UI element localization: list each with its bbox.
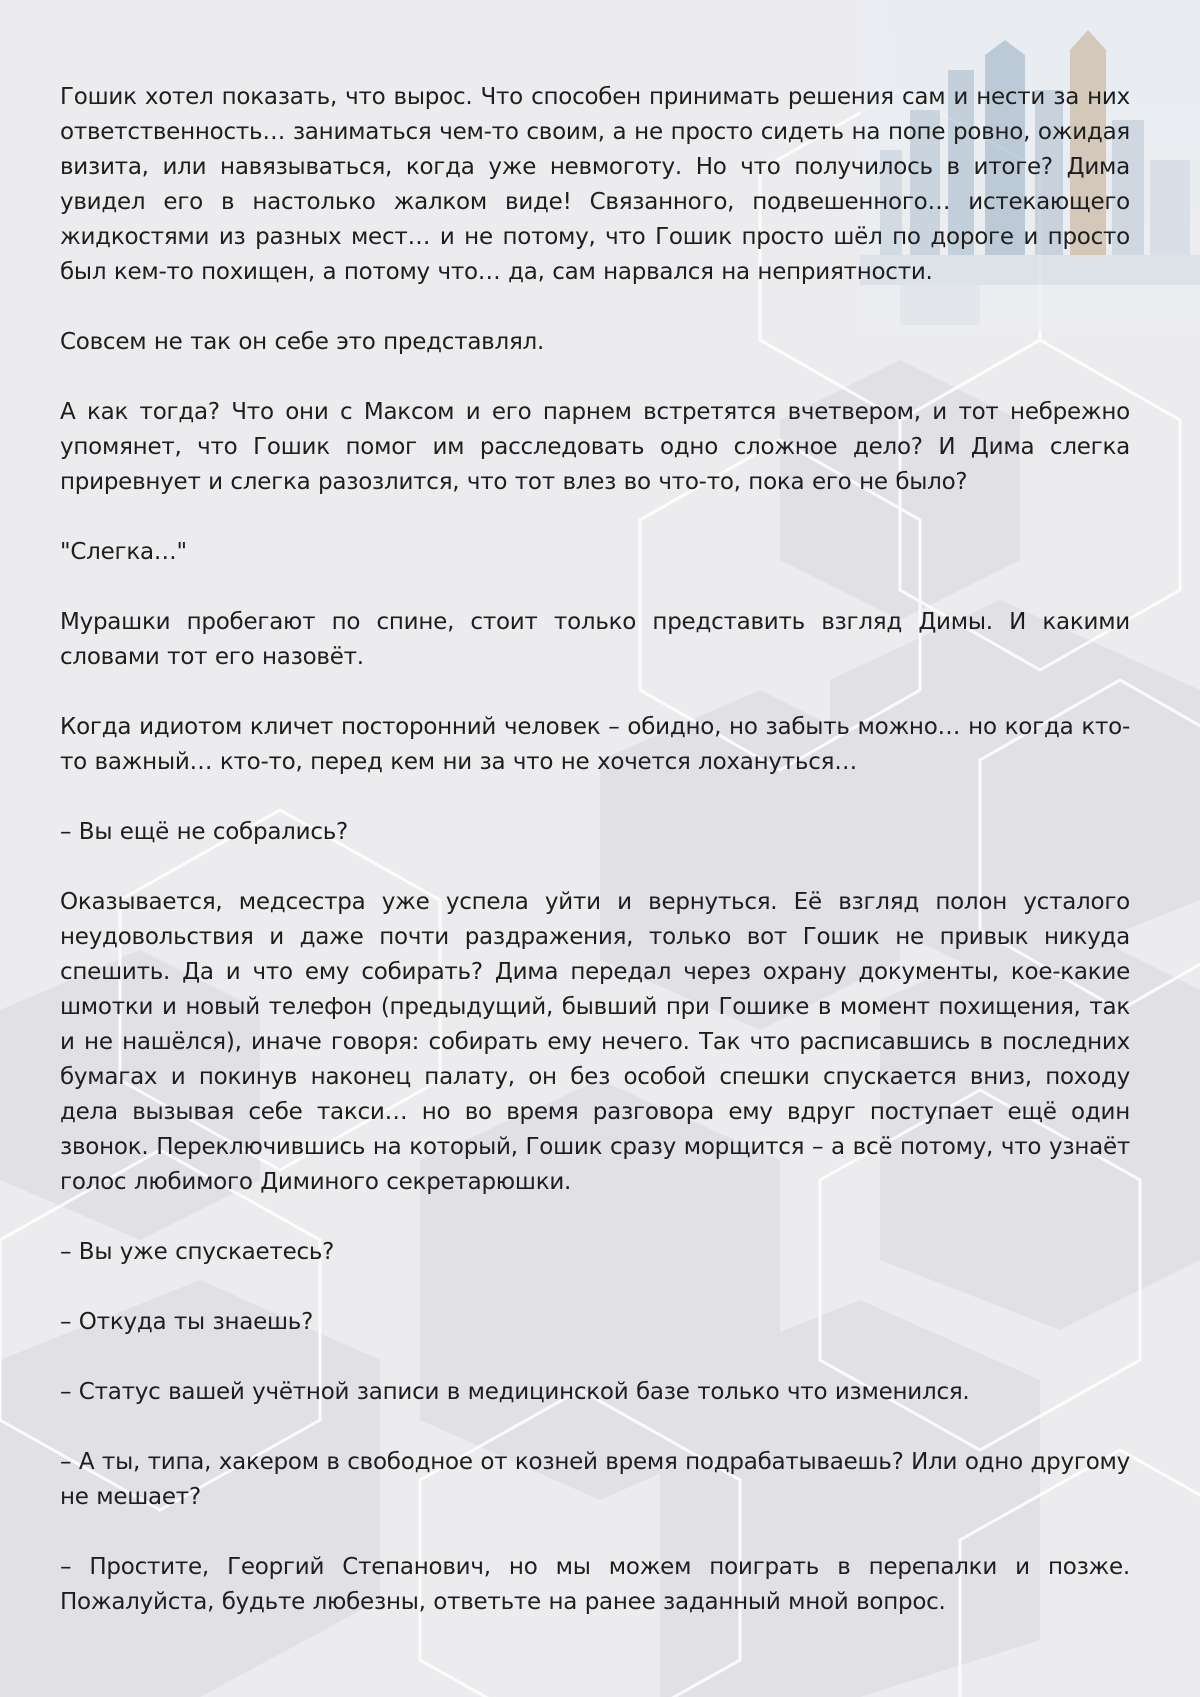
dialogue-line: – Простите, Георгий Степанович, но мы можем поиграть в перепалки и позже. Пожалуйста, будьте любезны, ответьте на ранее заданный мной вопрос. [60,1554,1130,1615]
paragraph: Когда идиотом кличет посторонний человек – обидно, но забыть можно… но когда кто-то важный… кто-то, перед кем ни за что не хочется лохануться… [60,714,1130,775]
dialogue-line: – Вы уже спускаетесь? [60,1239,335,1265]
dialogue-line: – А ты, типа, хакером в свободное от козней время подрабатываешь? Или одно другому не мешает? [60,1449,1130,1510]
paragraph: Мурашки пробегают по спине, стоит только представить взгляд Димы. И какими словами тот его назовёт. [60,609,1130,670]
paragraph: А как тогда? Что они с Максом и его парнем встретятся вчетвером, и тот небрежно упомянет, что Гошик помог им расследовать одно сложное дело? И Дима слегка приревнует и слегка разозлится, что тот влез во что-то, пока его не было? [60,399,1130,495]
dialogue-line: – Вы ещё не собрались? [60,819,348,845]
document-body [60,80,1130,1620]
dialogue-line: – Статус вашей учётной записи в медицинской базе только что изменился. [60,1379,970,1405]
dialogue-line: – Откуда ты знаешь? [60,1309,314,1335]
paragraph: Оказывается, медсестра уже успела уйти и вернуться. Её взгляд полон усталого неудовольствия и даже почти раздражения, только вот Гошик не привык никуда спешить. Да и что ему собирать? Дима передал через охрану документы, кое-какие шмотки и новый телефон (предыдущий, бывший при Гошике в момент похищения, так и не нашёлся), иначе говоря: собирать ему нечего. Так что расписавшись в последних бумагах и покинув наконец палату, он без особой спешки спускается вниз, походу дела вызывая себе такси… но во время разговора ему вдруг поступает ещё один звонок. Переключившись на который, Гошик сразу морщится – а всё потому, что узнаёт голос любимого Диминого секретарюшки. [60,889,1130,1195]
paragraph: Гошик хотел показать, что вырос. Что способен принимать решения сам и нести за них ответственность… заниматься чем-то своим, а не просто сидеть на попе ровно, ожидая визита, или навязываться, когда уже невмоготу. Но что получилось в итоге? Дима увидел его в настолько жалком виде! Связанного, подвешенного… истекающего жидкостями из разных мест… и не потому, что Гошик просто шёл по дороге и просто был кем-то похищен, а потому что… да, сам нарвался на неприятности. [60,84,1130,285]
paragraph: "Слегка…" [60,539,187,565]
paragraph: Совсем не так он себе это представлял. [60,329,545,355]
